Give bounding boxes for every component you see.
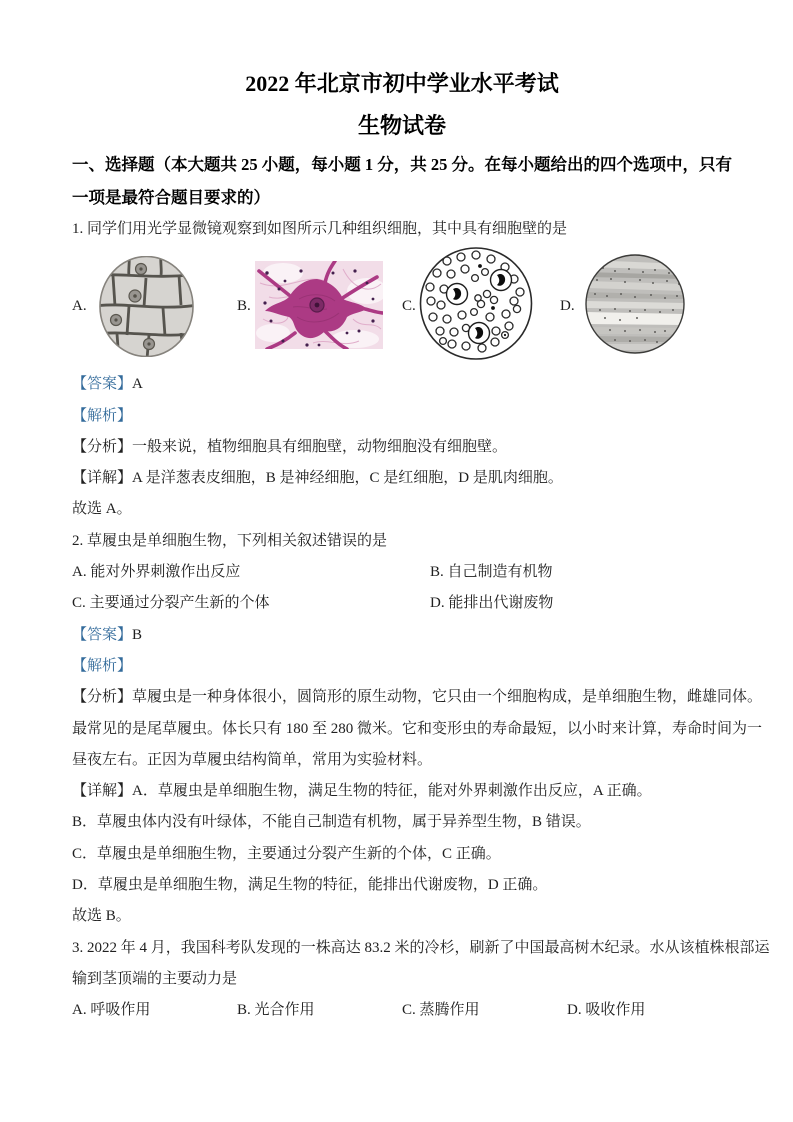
q2-analysis-line-1: 【分析】草履虫是一种身体很小，圆筒形的原生动物，它只由一个细胞构成，是单细胞生物，雌雄同体。 [72, 689, 763, 706]
q1-detail-line: 【详解】A 是洋葱表皮细胞，B 是神经细胞，C 是红细胞，D 是肌肉细胞。 [72, 470, 563, 487]
q1-analysis-tag: 【解析】 [72, 407, 133, 424]
doc-subtitle: 生物试卷 [357, 113, 446, 138]
q1-answer-line [72, 369, 732, 400]
q2-options-row-1 [72, 557, 732, 588]
q3-option-b: B. 光合作用 [237, 1002, 315, 1019]
q2-option-a: A. 能对外界刺激作出反应 [72, 564, 241, 581]
muscle-cells-figure [585, 254, 685, 354]
q2-detail-line-4: D．草履虫是单细胞生物，满足生物的特征，能排出代谢废物，D 正确。 [72, 877, 548, 894]
q2-detail-line-2: B．草履虫体内没有叶绿体，不能自己制造有机物，属于异养型生物，B 错误。 [72, 814, 591, 831]
q2-analysis-tag: 【解析】 [72, 657, 133, 674]
section-heading-line-2: 一项是最符合题目要求的） [72, 188, 270, 207]
q2-answer-value: B [132, 626, 143, 643]
q2-option-c: C. 主要通过分裂产生新的个体 [72, 595, 270, 612]
q3-stem-line-2: 输到茎顶端的主要动力是 [72, 970, 238, 987]
q2-answer-line [72, 620, 732, 651]
q2-detail-line-1: 【详解】A．草履虫是单细胞生物，满足生物的特征，能对外界刺激作出反应，A 正确。 [72, 783, 652, 800]
q3-option-c: C. 蒸腾作用 [402, 1002, 480, 1019]
q2-detail-line-3: C．草履虫是单细胞生物，主要通过分裂产生新的个体，C 正确。 [72, 845, 501, 862]
red-blood-cells-figure [417, 247, 535, 360]
q2-stem: 2. 草履虫是单细胞生物，下列相关叙述错误的是 [72, 532, 388, 549]
q3-option-d: D. 吸收作用 [567, 1002, 646, 1019]
q3-stem-line-1: 3. 2022 年 4 月，我国科考队发现的一株高达 83.2 米的冷杉，刷新了中国最高树木纪录。水从该植株根部运 [72, 939, 770, 956]
q2-options-row-2 [72, 588, 732, 619]
q1-answer-value: A [132, 376, 143, 393]
q1-figure-label-a: A. [72, 298, 87, 315]
q2-analysis-line-3: 昼夜左右。正因为草履虫结构简单，常用为实验材料。 [72, 751, 433, 768]
section-heading-line-1: 一、选择题（本大题共 25 小题，每小题 1 分，共 25 分。在每小题给出的四个选项中，只有 [72, 155, 732, 174]
q1-answer-tag: 【答案】 [72, 376, 133, 393]
q1-figure-row [72, 247, 732, 361]
nerve-cell-figure [255, 261, 383, 349]
q1-figure-label-b: B. [237, 298, 251, 315]
doc-title: 2022 年北京市初中学业水平考试 [245, 71, 559, 96]
q3-option-a: A. 呼吸作用 [72, 1002, 151, 1019]
q3-options-row [72, 995, 732, 1026]
q1-analysis-line: 【分析】一般来说，植物细胞具有细胞壁，动物细胞没有细胞壁。 [72, 438, 508, 455]
section-heading [72, 148, 732, 214]
q2-conclusion: 故选 B。 [72, 908, 131, 925]
q2-answer-tag: 【答案】 [72, 626, 133, 643]
q2-option-b: B. 自己制造有机物 [430, 564, 553, 581]
q2-analysis-line-2: 最常见的是尾草履虫。体长只有 180 至 280 微米。它和变形虫的寿命最短，以小时来计算，寿命时间为一 [72, 720, 763, 737]
q1-figure-label-d: D. [560, 298, 575, 315]
onion-epidermis-figure [99, 256, 194, 357]
q1-figure-label-c: C. [402, 298, 416, 315]
q1-conclusion: 故选 A。 [72, 501, 132, 518]
q2-option-d: D. 能排出代谢废物 [430, 595, 554, 612]
q1-stem: 1. 同学们用光学显微镜观察到如图所示几种组织细胞，其中具有细胞壁的是 [72, 221, 568, 237]
